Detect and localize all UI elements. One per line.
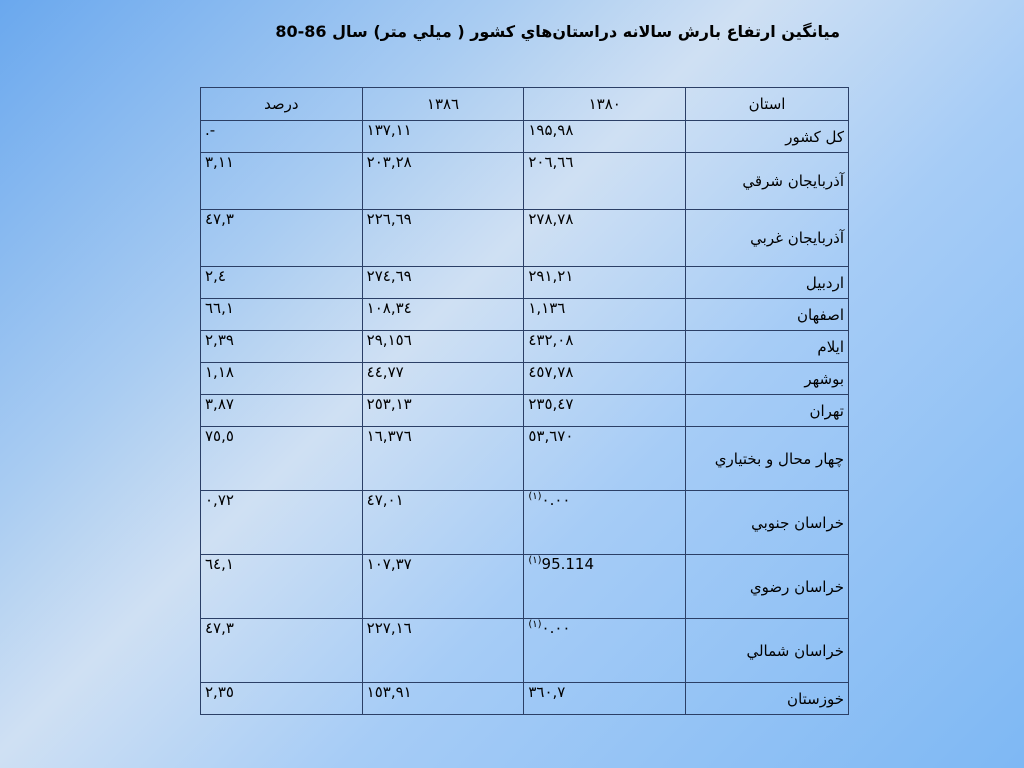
value-1380-cell (524, 555, 686, 619)
percent-cell: ٥,۷٥ (201, 427, 363, 491)
value-1380: ٤٥۷,۷۸ (528, 363, 574, 381)
value-1380-cell (524, 683, 686, 715)
value-1380-cell (524, 363, 686, 395)
percent-cell: ۱,۱۸ (201, 363, 363, 395)
value-1380: ٤۳۲,۰۸ (528, 331, 574, 349)
value-1380: ۲۰٦,٦٦ (528, 153, 574, 171)
table-row (201, 555, 849, 619)
table-row (201, 363, 849, 395)
province-cell: خراسان شمالي (686, 619, 849, 683)
province-cell: خوزستان (686, 683, 849, 715)
percent-cell: ۱,٦٦ (201, 299, 363, 331)
percent-cell: ۰,۷۲ (201, 491, 363, 555)
value-1386-cell: ۲۲٦,٦۹ (362, 210, 524, 267)
value-1380-cell (524, 153, 686, 210)
province-cell: بوشهر (686, 363, 849, 395)
table-row (201, 121, 849, 153)
header-province: استان (686, 88, 849, 121)
value-1386-cell: ۱٥۳,۹۱ (362, 683, 524, 715)
value-1386-cell: ۳۷٦,۱٦ (362, 427, 524, 491)
table-row (201, 619, 849, 683)
value-1380: ۱۹۵,۹۸ (528, 121, 574, 139)
value-1380-cell (524, 299, 686, 331)
table-row (201, 331, 849, 363)
value-1380-cell (524, 210, 686, 267)
value-1386-cell: ۱۰۸,۳٤ (362, 299, 524, 331)
rainfall-table (200, 87, 849, 715)
percent-cell: ۳,۱۱ (201, 153, 363, 210)
province-cell: اصفهان (686, 299, 849, 331)
table-row (201, 427, 849, 491)
value-1386-cell: ٤۷,۰۱ (362, 491, 524, 555)
value-1380: ۲۹۱,۲۱ (528, 267, 574, 285)
slide-title: ميانگين ارتفاع بارش سالانه دراستان‌هاي كشور ( ميلي متر) سال 86-80 (275, 22, 840, 41)
province-cell: ايلام (686, 331, 849, 363)
value-1386-cell: ۲۰۳,۲۸ (362, 153, 524, 210)
percent-cell: ۳,٤۷ (201, 619, 363, 683)
province-cell: خراسان جنوبي (686, 491, 849, 555)
value-1380-cell (524, 619, 686, 683)
footnote-marker: (۱) (528, 619, 542, 630)
footnote-marker: (۱) (528, 555, 542, 566)
value-1380: ۱۳٦,۱ (528, 299, 566, 317)
table-row (201, 210, 849, 267)
value-1380: ۰.۰۰ (541, 619, 571, 637)
value-1380-cell (524, 331, 686, 363)
province-cell: آذربايجان غربي (686, 210, 849, 267)
table-row (201, 299, 849, 331)
value-1386-cell: ۷۷,٤٤ (362, 363, 524, 395)
value-1380: ۲۷۸,۷۸ (528, 210, 574, 228)
percent-cell: ۱,٦٤ (201, 555, 363, 619)
header-row (201, 88, 849, 121)
table-row (201, 395, 849, 427)
header-percent: درصد (201, 88, 363, 121)
value-1380-cell (524, 427, 686, 491)
percent-cell: ۲,۳۹ (201, 331, 363, 363)
percent-cell: -. (201, 121, 363, 153)
value-1380: ۲۳٥,٤۷ (528, 395, 574, 413)
value-1380-cell (524, 395, 686, 427)
value-1380-cell (524, 491, 686, 555)
province-cell: كل كشور (686, 121, 849, 153)
value-1386-cell: ۱٥٦,۲۹ (362, 331, 524, 363)
table-row (201, 491, 849, 555)
value-1380: ٦۷۰,٥۳ (528, 427, 574, 445)
value-1380: ۰.۰۰ (541, 491, 571, 509)
province-cell: آذربايجان شرقي (686, 153, 849, 210)
table-row (201, 683, 849, 715)
table-row (201, 153, 849, 210)
header-year-1380: ۱۳۸۰ (524, 88, 686, 121)
percent-cell: ۳,۸۷ (201, 395, 363, 427)
value-1386-cell: ۲۲۷,۱٦ (362, 619, 524, 683)
header-year-1386: ۱۳۸٦ (362, 88, 524, 121)
percent-cell: ۳,٤۷ (201, 210, 363, 267)
table-row (201, 267, 849, 299)
value-1380: 95.114 (541, 555, 595, 573)
province-cell: خراسان رضوي (686, 555, 849, 619)
value-1380-cell (524, 121, 686, 153)
province-cell: اردبيل (686, 267, 849, 299)
value-1380: ۳٦۰,۷ (528, 683, 566, 701)
percent-cell: ٤,۲ (201, 267, 363, 299)
value-1380-cell (524, 267, 686, 299)
province-cell: تهران (686, 395, 849, 427)
value-1386-cell: ۱۳۷,۱۱ (362, 121, 524, 153)
value-1386-cell: ۱۰۷,۳۷ (362, 555, 524, 619)
percent-cell: ۲,۳٥ (201, 683, 363, 715)
value-1386-cell: ۲۷٤,٦۹ (362, 267, 524, 299)
value-1386-cell: ۲٥۳,۱۳ (362, 395, 524, 427)
province-cell: چهار محال و بختياري (686, 427, 849, 491)
footnote-marker: (۱) (528, 491, 542, 502)
